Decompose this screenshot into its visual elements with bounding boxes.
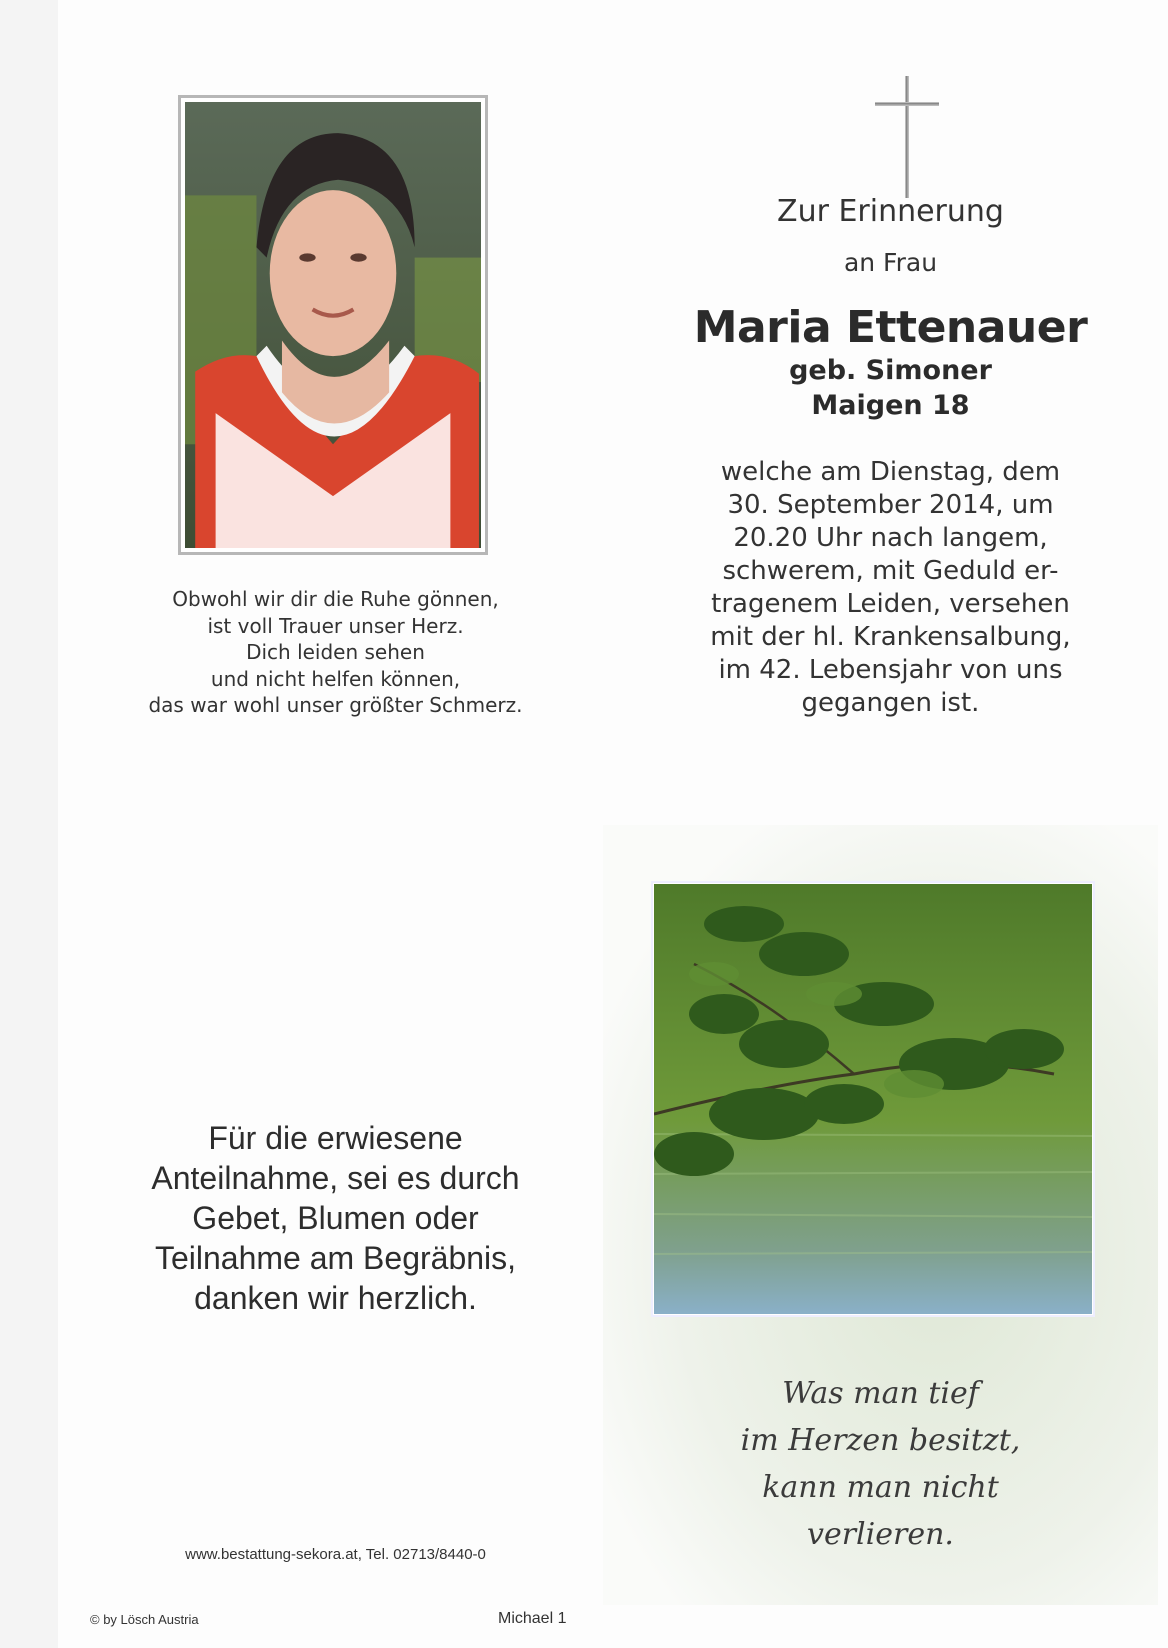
portrait-panel xyxy=(58,0,613,820)
memorial-card-sheet xyxy=(58,0,1168,1648)
leaf-water-image xyxy=(654,884,1092,1314)
notice-line: im 42. Lebensjahr von uns xyxy=(718,655,1063,685)
quote-line: kann man nicht xyxy=(762,1470,999,1505)
poem-line: ist voll Trauer unser Herz. xyxy=(207,613,464,638)
notice-line: mit der hl. Krankensalbung, xyxy=(710,622,1071,652)
notice-line: welche am Dienstag, dem xyxy=(720,457,1061,487)
thanks-line: Gebet, Blumen oder xyxy=(192,1200,479,1236)
leaf-water-photo xyxy=(653,883,1093,1315)
maiden-name: geb. Simoner xyxy=(789,355,992,386)
thanks-line: Teilnahme am Begräbnis, xyxy=(154,1240,517,1276)
notice-line: 20.20 Uhr nach langem, xyxy=(733,523,1048,553)
portrait-image xyxy=(185,102,481,548)
portrait-photo xyxy=(185,102,481,548)
portrait-frame xyxy=(178,95,488,555)
address: Maigen 18 xyxy=(811,390,970,421)
intro-subheading: an Frau xyxy=(843,248,938,277)
copyright-notice: © by Lösch Austria xyxy=(90,1612,199,1627)
poem-line: Obwohl wir dir die Ruhe gönnen, xyxy=(172,587,499,611)
poem-line: und nicht helfen können, xyxy=(210,666,461,691)
poem-line: das war wohl unser größter Schmerz. xyxy=(148,693,523,717)
intro-heading: Zur Erinnerung xyxy=(777,194,1004,229)
notice-line: tragenem Leiden, versehen xyxy=(711,589,1070,619)
thanks-line: danken wir herzlich. xyxy=(194,1280,477,1316)
quote-line: verlieren. xyxy=(807,1517,954,1552)
thanks-panel xyxy=(58,820,613,1648)
poem-text xyxy=(78,586,593,719)
quote-line: im Herzen besitzt, xyxy=(740,1423,1021,1458)
quote-text xyxy=(603,1370,1158,1558)
thanks-line: Für die erwiesene xyxy=(208,1120,463,1156)
notice-line: 30. September 2014, um xyxy=(727,490,1054,520)
notice-line: schwerem, mit Geduld er- xyxy=(722,556,1059,586)
quote-line: Was man tief xyxy=(782,1376,979,1411)
notice-line: gegangen ist. xyxy=(801,688,980,718)
quote-panel xyxy=(603,825,1158,1605)
death-notice xyxy=(633,456,1148,720)
deceased-name: Maria Ettenauer xyxy=(693,302,1088,353)
poem-line: Dich leiden sehen xyxy=(246,640,425,664)
cross-icon xyxy=(875,76,939,198)
funeral-home-contact: www.bestattung-sekora.at, Tel. 02713/8440-0 xyxy=(185,1546,486,1563)
thanks-text xyxy=(78,1118,593,1318)
thanks-line: Anteilnahme, sei es durch xyxy=(151,1160,520,1196)
remembrance-panel xyxy=(613,0,1168,820)
design-id: Michael 1 xyxy=(498,1610,567,1627)
